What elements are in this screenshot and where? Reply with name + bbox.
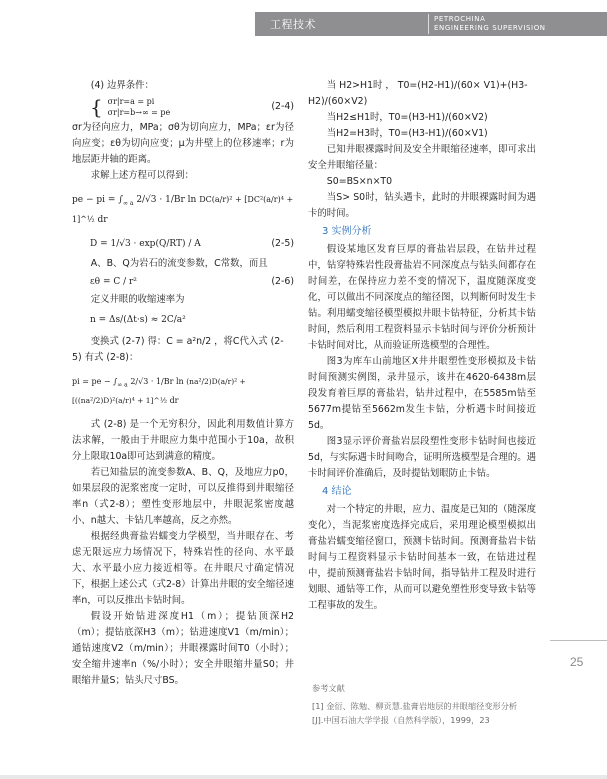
header-divider [428,14,429,34]
eq-main-lhs: pe − pi = ∫ [72,195,123,205]
bottom-rule [0,775,607,779]
equation-2-8 [72,374,294,410]
para-symbols: σr为径向应力，MPa；σθ为切向应力，MPa；εr为径向应变；εθ为切向应变；μ为井壁上的位移速率；r为地层距井轴的距离。 [72,122,294,165]
para-transform-a: 变换式 (2-7) 得：C = a²n/2 ，将C代入式 (2- [90,335,284,347]
para-model: 根据经典膏盐岩蠕变力学模型，当井眼存在、考虑无限远应力场情况下，特殊岩性的径向、水平最大、水平最小应力接近相等。在井眼尺寸确定情况下，根据上述公式（式2-8）计算出井眼的安全缩径速率n，可以反推出卡钻时间。 [72,531,294,607]
para-s-gt-s0: 当S> S0时，钻头遇卡，此时的井眼裸露时间为遇卡的时间。 [308,192,536,219]
section-4-title: 4 结论 [322,486,352,497]
left-column [72,78,294,689]
eq-number: (2-6) [271,275,294,287]
eq-number: (2-4) [271,101,294,112]
header-brand-line2: ENGINEERING SUPERVISION [434,24,546,32]
eq-2-4-line1: σr|r=a = pi [107,97,155,106]
header-brand-line1: PETROCHINA [434,15,486,23]
equation-main [72,192,294,228]
para-fig3b: 图3显示评价膏盐岩层段塑性变形卡钻时间也接近5d，与实际遇卡时间吻合，证明所选模型是合理的。遇卡时间评价准确后，及时提钻划眼防止卡钻。 [308,436,536,479]
reference-1a: [1] 金衍、陈勉、柳贡慧.盐膏岩地层的井眼缩径变形分析 [312,701,518,711]
para-abq: A、B、Q为岩石的流变参数，C常数，而且 [90,257,268,269]
eq-main-dr: dr [97,214,108,225]
eq-2-8-limits: ∞ a [117,381,128,389]
equation-2-7 [72,312,294,328]
eq-main-inner: DC(a/r)² + [DC²(a/r)⁴ + 1]^½ [72,195,294,224]
eq-2-8-ln: ln [175,376,184,386]
side-rule [550,640,607,641]
case2: 当H2≤H1时，T0=(H3-H1)/(60×V2) [326,112,488,123]
para-fig3a: 图3为库车山前地区X井井眼塑性变形模拟及卡钻时间预测实例图，录井显示，该井在4620-6438m层段发育着巨厚的膏盐岩，钻井过程中，在5585m钻至5677m提钻至5662m发生卡钻，分析遇卡时间接近5d。 [308,356,536,431]
eq-2-6-text: εθ = C / r² [90,276,137,287]
case1-a: 当 H2>H1时 ， T0=(H2-H1)/(60× V1)+(H3- [326,80,528,91]
eq-main-coef: 2/√3 · 1/Br [136,195,185,205]
case1-b: H2)/(60×V2) [308,96,368,107]
eq-2-8-inner: (na²/2)D(a/r)² + [((na²/2)D)²(a/r)⁴ + 1]^½ [72,376,246,406]
eq-n-text: n = Δs/(Δt·s) ≈ 2C/a² [90,314,186,325]
right-column [308,78,536,614]
header-brand [434,15,546,33]
para-known-time: 已知井眼裸露时间及安全井眼缩径速率，即可求出安全井眼缩径量： [308,144,536,171]
case3: 当H2=H3时，T0=(H3-H1)/(60×V1) [326,128,488,139]
para-known: 若已知盐层的流变参数A、B、Q，及地应力p0，如果层段的泥浆密度一定时，可以反推得到井眼缩径率n（式2-8）；塑性变形地层中，井眼泥浆密度越小、n越大、卡钻几率越高，反之亦然。 [72,467,294,527]
eq-2-5-text: D = 1/√3 · exp(Q/RT) / A [90,238,201,249]
para-assume: 假设开始钻进深度H1（m）；提钻顶深H2（m）；提钻底深H3（m）；钻进速度V1（m/min）；通钻速度V2（m/min）；井眼裸露时间T0（小时）；安全缩井速率n（%/小时）；安全井眼缩井量S0；井眼缩井量S；钻头尺寸BS。 [72,611,294,687]
para-case: 假设某地区发育巨厚的膏盐岩层段，在钻井过程中，钻穿特殊岩性段膏盐岩不同深度点与钻头间都存在时间差，在保持应力差不变的情况下，温度随深度变化，可以做出不同深度点的缩径图，以判断何时发生卡钻。利用蠕变缩径模型模拟井眼卡钻特征，分析其卡钻时间，然后利用工程资料显示卡钻时间与评价分析预计卡钻时间对比，从而验证所选模型的合理性。 [308,244,536,351]
eq-s0: S0=BS×n×T0 [326,176,393,187]
section-3-title: 3 实例分析 [322,226,372,237]
para-conclusion: 对一个特定的井眼，应力、温度是已知的（随深度变化），当泥浆密度选择完成后，采用理论模型模拟出膏盐岩蠕变缩径窗口，预测卡钻时间。预测膏盐岩卡钻时间与工程资料显示卡钻时间基本一致，在钻进过程中，提前预测膏盐岩卡钻时间，指导钻井工程及时进行划眼、通钻等工作，从而可以避免塑性形变导致卡钻等工程事故的发生。 [308,504,536,611]
equation-2-6 [72,274,294,290]
page-header [0,0,607,40]
header-section-title: 工程技术 [270,18,316,31]
para-solve: 求解上述方程可以得到： [90,170,194,181]
equation-2-4 [72,96,294,118]
eq-2-8-coef: 2/√3 · 1/Br [130,376,174,386]
references-heading: 参考文献 [312,683,345,693]
references [312,681,542,727]
eq-2-8-dr: dr [169,396,179,406]
para-2-8: 式 (2-8) 是一个无穷积分，因此利用数值计算方法求解，一般由于井眼应力集中范围小于10a，故积分上限取10a即可达到满意的精度。 [72,419,294,463]
eq-main-ln: ln [187,195,197,205]
page-number: 25 [570,655,584,669]
eq-main-limits: ∞ a [122,199,134,207]
para-transform-b: 5) 有式 (2-8)： [72,351,139,363]
eq-2-8-lhs: pi = pe − ∫ [72,376,118,386]
reference-1b: [J].中国石油大学学报（自然科学版），1999，23 [312,715,490,725]
para-shrink: 定义井眼的收缩速率为 [90,293,185,305]
boundary-title: (4) 边界条件： [90,80,154,91]
eq-number: (2-5) [271,237,294,249]
eq-2-4-line2: σr|r=b→∞ = pe [107,108,171,117]
brace-glyph: { [90,95,103,119]
equation-2-5 [72,236,294,252]
